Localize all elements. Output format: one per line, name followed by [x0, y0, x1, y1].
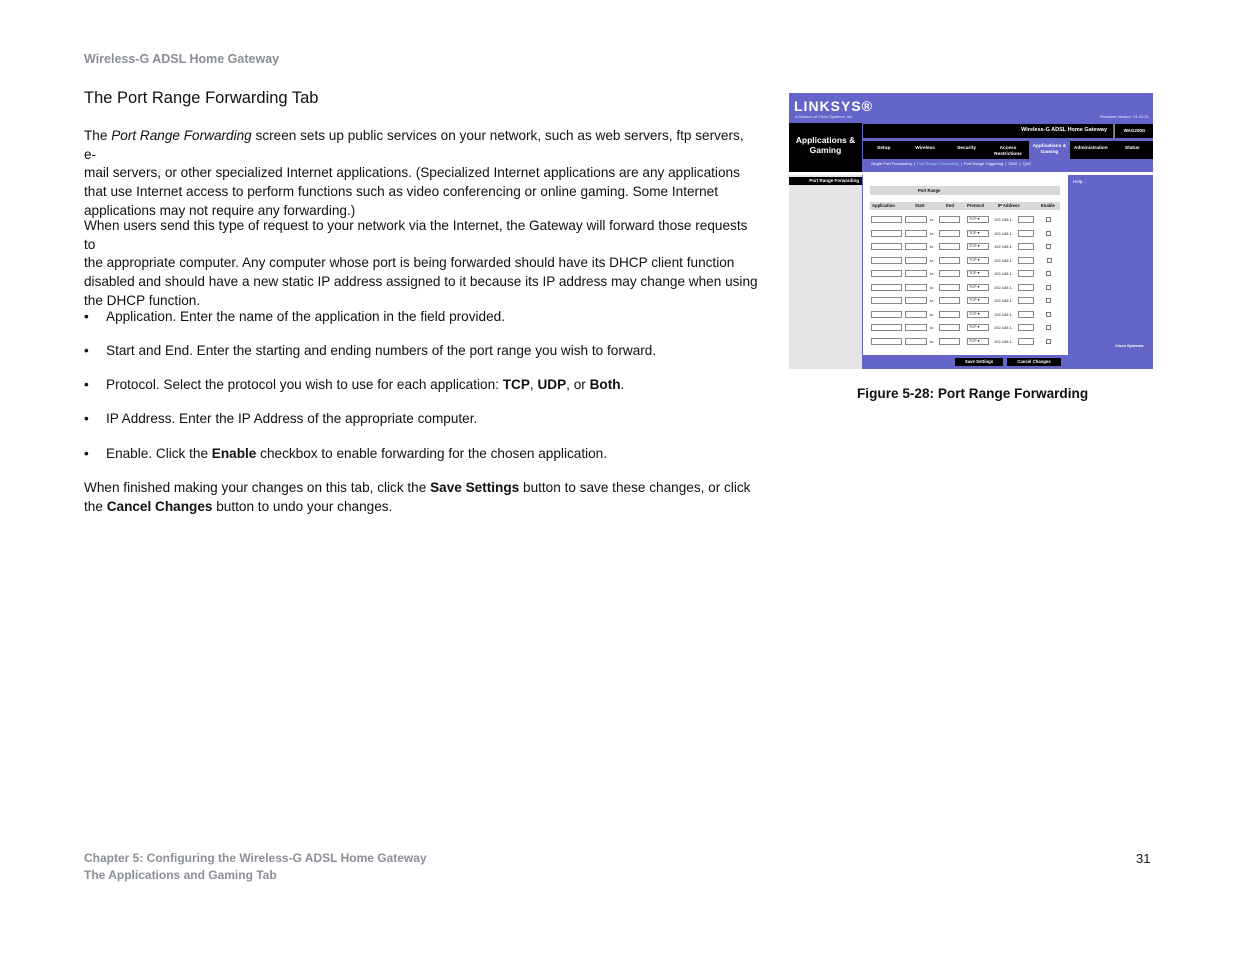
bullet-text-part: checkbox to enable forwarding for the chosen application. [256, 446, 608, 461]
end-port-input[interactable] [939, 230, 960, 237]
end-port-input[interactable] [939, 257, 960, 264]
ip-last-octet-input[interactable] [1018, 297, 1034, 304]
tab-security[interactable]: Security [957, 146, 977, 151]
chevron-down-icon: ▾ [977, 312, 980, 316]
sidebar [789, 175, 862, 355]
bullet-text-part: Protocol. Select the protocol you wish to use for each application: [106, 377, 503, 392]
product-name: Wireless-G ADSL Home Gateway [1021, 127, 1107, 133]
application-input[interactable] [871, 257, 902, 264]
bullet-text: Start and End. Enter the starting and ending numbers of the port range you wish to forward. [106, 343, 657, 358]
ip-prefix: 192.168.1. [994, 258, 1013, 263]
enable-checkbox[interactable] [1046, 339, 1051, 344]
dhcp-text: disabled and should have a new static IP address assigned to it because its IP address may change when using [84, 274, 758, 290]
protocol-select[interactable] [967, 297, 989, 304]
port-range-forwarding-screenshot [789, 93, 1153, 369]
protocol-value: TCP [969, 231, 977, 235]
enable-term: Enable [211, 446, 257, 461]
page-number: 31 [1136, 851, 1151, 866]
end-port-input[interactable] [939, 338, 960, 345]
column-header: IP Address [998, 203, 1020, 208]
start-port-input[interactable] [905, 257, 927, 264]
ip-last-octet-input[interactable] [1018, 284, 1034, 291]
protocol-value: TCP [969, 312, 977, 316]
ip-prefix: 192.168.1. [994, 298, 1013, 303]
end-port-input[interactable] [939, 324, 960, 331]
application-input[interactable] [871, 270, 902, 277]
application-input[interactable] [871, 324, 902, 331]
finish-text: the [84, 498, 107, 514]
ip-last-octet-input[interactable] [1018, 324, 1034, 331]
enable-checkbox[interactable] [1046, 271, 1051, 276]
port-range-header: Port Range [918, 188, 941, 193]
bullet-dot: • [84, 309, 89, 324]
logo-tagline: A Division of Cisco Systems, Inc. [795, 114, 854, 119]
intro-text: applications may not require any forwarding.) [84, 202, 356, 218]
table-row [870, 323, 1060, 333]
separator: , [529, 377, 538, 392]
protocol-select[interactable] [967, 324, 989, 331]
to-label: to [930, 271, 934, 276]
to-label: to [930, 285, 934, 290]
dhcp-text: When users send this type of request to your network via the Internet, the Gateway will forward those requests to [84, 218, 748, 252]
help-link[interactable]: Help... [1073, 179, 1087, 184]
udp-term: UDP [537, 377, 567, 392]
firmware-version: Firmware Version: V1.02.01 [1099, 114, 1149, 119]
start-port-input[interactable] [905, 324, 927, 331]
end-port-input[interactable] [939, 270, 960, 277]
to-label: to [930, 298, 934, 303]
cancel-changes-button[interactable]: Cancel Changes [1007, 358, 1061, 366]
model-number: WAG200G [1114, 124, 1153, 138]
ip-prefix: 192.168.1. [994, 325, 1013, 330]
to-label: to [930, 312, 934, 317]
figure-caption: Figure 5-28: Port Range Forwarding [857, 386, 1089, 401]
tcp-term: TCP [502, 377, 530, 392]
sidebar-footer [789, 355, 862, 369]
bullet-dot: • [84, 446, 89, 461]
enable-checkbox[interactable] [1046, 231, 1051, 236]
intro-text: screen sets up public services on your network, such as web servers, ftp servers, e- [84, 128, 744, 162]
ip-prefix: 192.168.1. [994, 312, 1013, 317]
protocol-value: TCP [969, 258, 977, 262]
subtab-dmz[interactable]: DMZ [1008, 161, 1018, 166]
start-port-input[interactable] [905, 297, 927, 304]
enable-checkbox[interactable] [1046, 325, 1051, 330]
table-row [870, 269, 1060, 279]
bullet-text: Application. Enter the name of the application in the field provided. [106, 309, 506, 324]
sub-tabs: Single Port Forwarding | Port Range Forwarding | Port Range Triggering | DMZ | QoS [863, 159, 1153, 168]
main-tabs [863, 141, 1153, 159]
start-port-input[interactable] [905, 284, 927, 291]
column-header: End [946, 203, 954, 208]
bullet-text [106, 445, 607, 464]
intro-text: The [84, 128, 112, 143]
enable-checkbox[interactable] [1046, 244, 1051, 249]
ip-last-octet-input[interactable] [1018, 243, 1034, 250]
to-label: to [930, 231, 934, 236]
start-port-input[interactable] [905, 338, 927, 345]
dhcp-text: the DHCP function. [84, 292, 201, 308]
page-footer [84, 850, 427, 883]
application-input[interactable] [871, 243, 902, 250]
subtab-port-range-triggering[interactable]: Port Range Triggering [964, 161, 1004, 166]
table-group-header [870, 186, 1060, 195]
end-port-input[interactable] [939, 243, 960, 250]
start-port-input[interactable] [905, 216, 927, 223]
ip-last-octet-input[interactable] [1018, 257, 1034, 264]
tab-status[interactable]: Status [1124, 146, 1140, 151]
chevron-down-icon: ▾ [977, 258, 980, 262]
protocol-select[interactable] [967, 216, 989, 223]
to-label: to [930, 244, 934, 249]
application-input[interactable] [871, 311, 902, 318]
tab-access-restrictions[interactable]: Access Restrictions [994, 146, 1022, 157]
bullet-text: IP Address. Enter the IP Address of the appropriate computer. [106, 411, 478, 426]
product-name-bar [863, 124, 1113, 138]
table-column-headers [870, 202, 1060, 210]
enable-checkbox[interactable] [1046, 217, 1051, 222]
ip-prefix: 192.168.1. [994, 217, 1013, 222]
intro-text: mail servers, or other specialized Internet applications. (Specialized Internet applications are any applications [84, 165, 740, 181]
bullet-dot: • [84, 411, 89, 426]
column-header: Enable [1041, 203, 1055, 208]
start-port-input[interactable] [905, 270, 927, 277]
chevron-down-icon: ▾ [977, 271, 980, 275]
to-label: to [930, 339, 934, 344]
bullet-dot: • [84, 343, 89, 358]
running-header: Wireless-G ADSL Home Gateway [84, 52, 280, 66]
column-header: Application [872, 203, 895, 208]
separator: , or [566, 377, 590, 392]
table-row [870, 283, 1060, 293]
dhcp-text: the appropriate computer. Any computer whose port is being forwarded should have its DHCP client function [84, 255, 735, 271]
ip-prefix: 192.168.1. [994, 285, 1013, 290]
protocol-select[interactable] [967, 311, 989, 318]
section-name [789, 123, 862, 172]
ip-last-octet-input[interactable] [1018, 230, 1034, 237]
end-port-input[interactable] [939, 297, 960, 304]
start-port-input[interactable] [905, 311, 927, 318]
table-row [870, 296, 1060, 306]
intro-text: that use Internet access to perform functions such as video conferencing or online gaming. Some Internet [84, 184, 718, 200]
to-label: to [930, 217, 934, 222]
start-port-input[interactable] [905, 243, 927, 250]
linksys-logo: LINKSYS® [794, 98, 873, 114]
column-header: Start [915, 203, 925, 208]
tab-applications-gaming[interactable]: Applications & Gaming [1029, 141, 1070, 159]
section-name-line: Applications & [795, 135, 856, 145]
ip-prefix: 192.168.1. [994, 271, 1013, 276]
protocol-value: TCP [969, 271, 977, 275]
ip-last-octet-input[interactable] [1018, 270, 1034, 277]
finish-text: button to undo your changes. [212, 498, 393, 514]
application-input[interactable] [871, 284, 902, 291]
chevron-down-icon: ▾ [977, 244, 980, 248]
end-port-input[interactable] [939, 311, 960, 318]
table-row [870, 256, 1060, 266]
protocol-value: TCP [969, 298, 977, 302]
enable-checkbox[interactable] [1046, 285, 1051, 290]
tab-setup[interactable]: Setup [877, 146, 891, 151]
ip-prefix: 192.168.1. [994, 339, 1013, 344]
section-name-line: Gaming [809, 145, 842, 155]
footer-section: The Applications and Gaming Tab [84, 867, 277, 882]
chevron-down-icon: ▾ [977, 339, 980, 343]
dhcp-paragraph [84, 217, 759, 311]
bullet-dot: • [84, 377, 89, 392]
to-label: to [930, 258, 934, 263]
intro-paragraph [84, 127, 759, 221]
table-row [870, 242, 1060, 252]
subtab-single-port-forwarding[interactable]: Single Port Forwarding [871, 161, 912, 166]
sidebar-heading: Port Range Forwarding [789, 177, 862, 185]
application-input[interactable] [871, 216, 902, 223]
save-settings-button[interactable]: Save Settings [955, 358, 1003, 366]
chevron-down-icon: ▾ [977, 285, 980, 289]
chevron-down-icon: ▾ [977, 217, 980, 221]
chevron-down-icon: ▾ [977, 298, 980, 302]
protocol-select[interactable] [967, 270, 989, 277]
finish-text: When finished making your changes on this tab, click the [84, 480, 431, 495]
tab-administration[interactable]: Administration [1073, 146, 1108, 151]
chevron-down-icon: ▾ [977, 231, 980, 235]
cancel-changes-term: Cancel Changes [106, 498, 213, 514]
table-row [870, 337, 1060, 347]
enable-checkbox[interactable] [1046, 298, 1051, 303]
end-port-input[interactable] [939, 284, 960, 291]
enable-checkbox[interactable] [1046, 312, 1051, 317]
application-input[interactable] [871, 338, 902, 345]
ip-last-octet-input[interactable] [1018, 216, 1034, 223]
tab-wireless[interactable]: Wireless [915, 146, 935, 151]
table-row [870, 229, 1060, 239]
footer-chapter: Chapter 5: Configuring the Wireless-G ADSL Home Gateway [84, 851, 427, 865]
bullet-text-part: Enable. Click the [106, 446, 212, 461]
finish-paragraph [84, 479, 759, 516]
protocol-value: TCP [969, 285, 977, 289]
protocol-value: TCP [969, 217, 977, 221]
bullet-text [106, 376, 624, 395]
separator: . [620, 377, 625, 392]
protocol-value: TCP [969, 339, 977, 343]
ip-prefix: 192.168.1. [994, 244, 1013, 249]
finish-text: button to save these changes, or click [519, 480, 751, 495]
help-panel [1068, 175, 1153, 355]
cisco-logo: Cisco Systems [1115, 343, 1144, 348]
protocol-select[interactable] [967, 284, 989, 291]
protocol-value: TCP [969, 325, 977, 329]
column-header: Protocol [967, 203, 984, 208]
protocol-select[interactable] [967, 230, 989, 237]
chevron-down-icon: ▾ [977, 325, 980, 329]
enable-checkbox[interactable] [1047, 258, 1052, 263]
application-input[interactable] [871, 297, 902, 304]
both-term: Both [589, 377, 621, 392]
ip-last-octet-input[interactable] [1018, 311, 1034, 318]
protocol-select[interactable] [967, 257, 989, 264]
section-title: The Port Range Forwarding Tab [84, 89, 319, 107]
subtab-qos[interactable]: QoS [1022, 161, 1031, 166]
ip-prefix: 192.168.1. [994, 231, 1013, 236]
ip-last-octet-input[interactable] [1018, 338, 1034, 345]
application-input[interactable] [871, 230, 902, 237]
to-label: to [930, 325, 934, 330]
end-port-input[interactable] [939, 216, 960, 223]
start-port-input[interactable] [905, 230, 927, 237]
intro-screen-name: Port Range Forwarding [111, 128, 252, 143]
protocol-select[interactable] [967, 338, 989, 345]
save-settings-term: Save Settings [430, 480, 520, 495]
subtab-port-range-forwarding[interactable]: Port Range Forwarding [917, 161, 959, 166]
table-row [870, 310, 1060, 320]
table-row [870, 215, 1060, 225]
protocol-value: TCP [969, 244, 977, 248]
protocol-select[interactable] [967, 243, 989, 250]
